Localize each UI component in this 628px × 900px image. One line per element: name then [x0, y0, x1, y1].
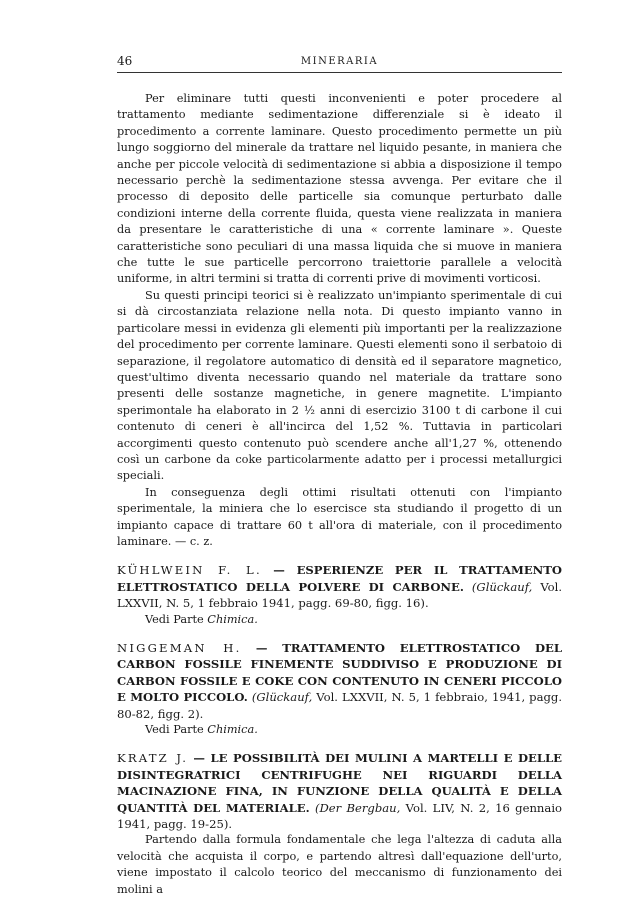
entry-citation: Vol. LIV, N. 2, 16 gennaio 1941, pagg. 19-25).	[117, 800, 563, 832]
entry-title: — TRATTAMENTO ELETTROSTATICO DEL CARBON FOSSILE FINEMENTE SUDDIVISO E PRODUZIONE DI CARBON FOSSILE E COKE CON CONTENUTO IN CENERI PICCOLO E MOLTO PICCOLO.	[117, 641, 563, 705]
entry-journal: (Glückauf,	[471, 579, 533, 594]
bibliography-entry	[117, 562, 562, 628]
entry-citation: Vol. LXXVII, N. 5, 1 febbraio 1941, pagg. 69-80, figg. 16).	[117, 579, 563, 611]
intro-paragraph: In conseguenza degli ottimi risultati ottenuti con l'impianto sperimentale, la miniera che lo esercisce sta studiando il progetto di un impianto capace di trattare 60 t all'ora di materiale, con il procedimento laminare. — c. z.	[117, 485, 562, 548]
bibliography-entry	[117, 640, 562, 738]
page-header	[117, 54, 562, 73]
intro-paragraph: Su questi principi teorici si è realizzato un'impianto sperimentale di cui si dà circostanziata relazione nella nota. Di questo impianto vanno in particolare messi in evidenza gli elementi più importanti per la realizzazione del procedimento per corrente laminare. Questi elementi sono il serbatoio di separazione, il regolatore automatico di densità ed il separatore magnetico, quest'ultimo diventa necessario quando nel materiale da trattare sono presenti delle sostanze magnetiche, in genere magnetite. L'impianto sperimontale ha elaborato in 2 ½ anni di esercizio 3100 t di carbone il cui contenuto di ceneri è all'incirca del 1,52 %. Tuttavia in particolari accorgimenti questo contenuto può scendere anche all'1,27 %, ottenendo così un carbone da coke particolarmente adatto per i processi metallurgici speciali.	[117, 288, 562, 483]
intro-paragraph: Per eliminare tutti questi inconvenienti e poter procedere al trattamento mediante sedimentazione differenziale si è ideato il procedimento a corrente laminare. Questo procedimento permette un più lungo soggiorno del minerale da trattare nel liquido pesante, in maniera che anche per piccole velocità di sedimentazione si abbia a disposizione il tempo necessario perchè la sedimentazione stessa avvenga. Per evitare che il processo di deposito delle particelle sia comunque perturbato dalle condizioni interne della corrente fluida, questa viene realizzata in maniera da presentare le caratteristiche di una « corrente laminare ». Queste caratteristiche sono peculiari di una massa liquida che si muove in maniera che tutte le sue particelle percorrono traiettorie parallele a velocità uniforme, in altri termini si tratta di correnti prive di movimenti vorticosi.	[117, 92, 562, 286]
entry-author: NIGGEMAN H.	[117, 641, 242, 655]
see-also-section: Chimica.	[207, 612, 258, 626]
see-also-label: Vedi Parte	[145, 723, 204, 737]
see-also-note	[145, 722, 562, 738]
entry-title: — ESPERIENZE PER IL TRATTAMENTO ELETTROSTATICO DELLA POLVERE DI CARBONE.	[117, 563, 562, 594]
entry-author: KRATZ J.	[117, 751, 189, 766]
entry-citation: Vol. LXXVII, N. 5, 1 febbraio, 1941, pagg. 80-82, figg. 2).	[117, 690, 563, 721]
entry-heading	[117, 640, 562, 722]
page-number: 46	[117, 54, 133, 68]
bibliography-entry	[117, 750, 562, 898]
entry-heading	[117, 562, 562, 611]
see-also-section: Chimica.	[207, 723, 258, 737]
running-head: MINERARIA	[300, 56, 379, 67]
see-also-label: Vedi Parte	[145, 612, 204, 626]
entry-title: — LE POSSIBILITÀ DEI MULINI A MARTELLI E DELLE DISINTEGRATRICI CENTRIFUGHE NEI RIGUARDI DELLA MACINAZIONE FINA, IN FUNZIONE DELLA QUALITÀ E DELLA QUANTITÀ DEL MATERIALE.	[117, 751, 563, 815]
see-also-note	[145, 612, 562, 628]
entry-author: KÜHLWEIN F. L.	[117, 563, 262, 578]
entry-heading	[117, 750, 562, 832]
page-body	[117, 91, 562, 898]
entry-journal: (Der Bergbau,	[314, 800, 401, 815]
entry-summary: Partendo dalla formula fondamentale che lega l'altezza di caduta alla velocità che acquista il corpo, e partendo altresì dall'equazione dell'urto, viene impostato il calcolo teorico del meccanismo di funzionamento dei molini a	[117, 833, 562, 896]
entry-journal: (Glückauf,	[251, 690, 313, 705]
